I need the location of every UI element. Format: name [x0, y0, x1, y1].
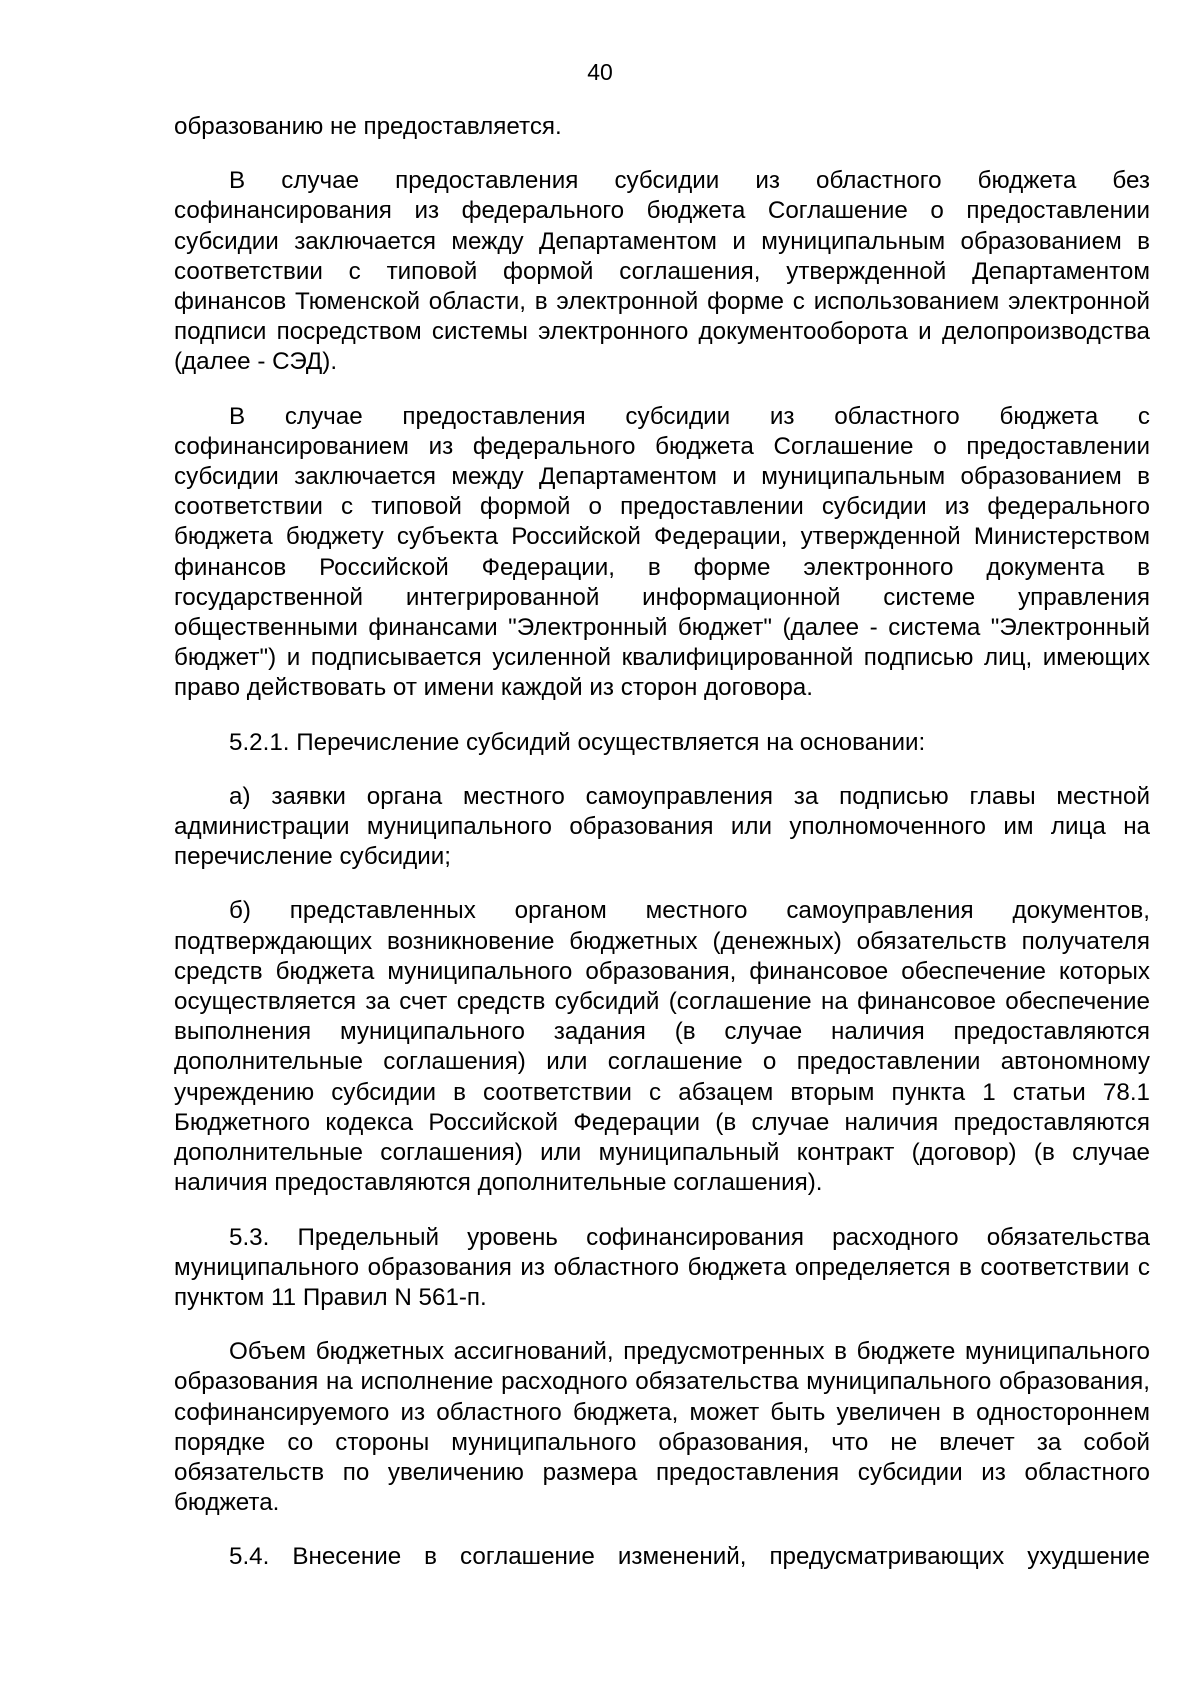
paragraph-5-2-1: 5.2.1. Перечисление субсидий осуществляется на основании:: [229, 728, 926, 756]
paragraph-5-3: 5.3. Предельный уровень софинансирования расходного обязательства муниципального образования из областного бюджета определяется в соответствии с пунктом 11 Правил N 561-п.: [174, 1223, 1150, 1311]
paragraph-continuation: образованию не предоставляется.: [174, 113, 562, 140]
document-body: [174, 112, 1150, 1573]
paragraph-budget-allocations: Объем бюджетных ассигнований, предусмотренных в бюджете муниципального образования на исполнение расходного обязательства муниципального образования, софинансируемого из областного бюджета, может быть увеличен в одностороннем порядке со стороны муниципального образования, что не влечет за собой обязательств по увеличению размера предоставления субсидии из областного бюджета.: [174, 1338, 1150, 1517]
page-number: 40: [587, 59, 613, 85]
paragraph-5-4: 5.4. Внесение в соглашение изменений, предусматривающих ухудшение: [229, 1543, 1150, 1571]
paragraph-item-b: б) представленных органом местного самоуправления документов, подтверждающих возникновение бюджетных (денежных) обязательств получателя средств бюджета муниципального образования, финансовое обеспечение которых осуществляется за счет средств субсидий (соглашение на финансовое обеспечение выполнения муниципального задания (в случае наличия предоставляются дополнительные соглашения) или соглашение о предоставлении автономному учреждению субсидии в соответствии с абзацем вторым пункта 1 статьи 78.1 Бюджетного кодекса Российской Федерации (в случае наличия предоставляются дополнительные соглашения) или муниципальный контракт (договор) (в случае наличия предоставляются дополнительные соглашения).: [174, 897, 1150, 1197]
paragraph-item-a: а) заявки органа местного самоуправления за подписью главы местной администрации муниципального образования или уполномоченного им лица на перечисление субсидии;: [174, 782, 1150, 871]
paragraph-without-cofinancing: В случае предоставления субсидии из областного бюджета без софинансирования из федерального бюджета Соглашение о предоставлении субсидии заключается между Департаментом и муниципальным образованием в соответствии с типовой формой соглашения, утвержденной Департаментом финансов Тюменской области, в электронной форме с использованием электронной подписи посредством системы электронного документооборота и делопроизводства (далее - СЭД).: [174, 167, 1150, 376]
paragraph-with-cofinancing: В случае предоставления субсидии из областного бюджета с софинансированием из федерального бюджета Соглашение о предоставлении субсидии заключается между Департаментом и муниципальным образованием в соответствии с типовой формой о предоставлении субсидии из федерального бюджета бюджету субъекта Российской Федерации, утвержденной Министерством финансов Российской Федерации, в форме электронного документа в государственной интегрированной информационной системе управления общественными финансами "Электронный бюджет" (далее - система "Электронный бюджет") и подписывается усиленной квалифицированной подписью лиц, имеющих право действовать от имени каждой из сторон договора.: [174, 402, 1150, 702]
